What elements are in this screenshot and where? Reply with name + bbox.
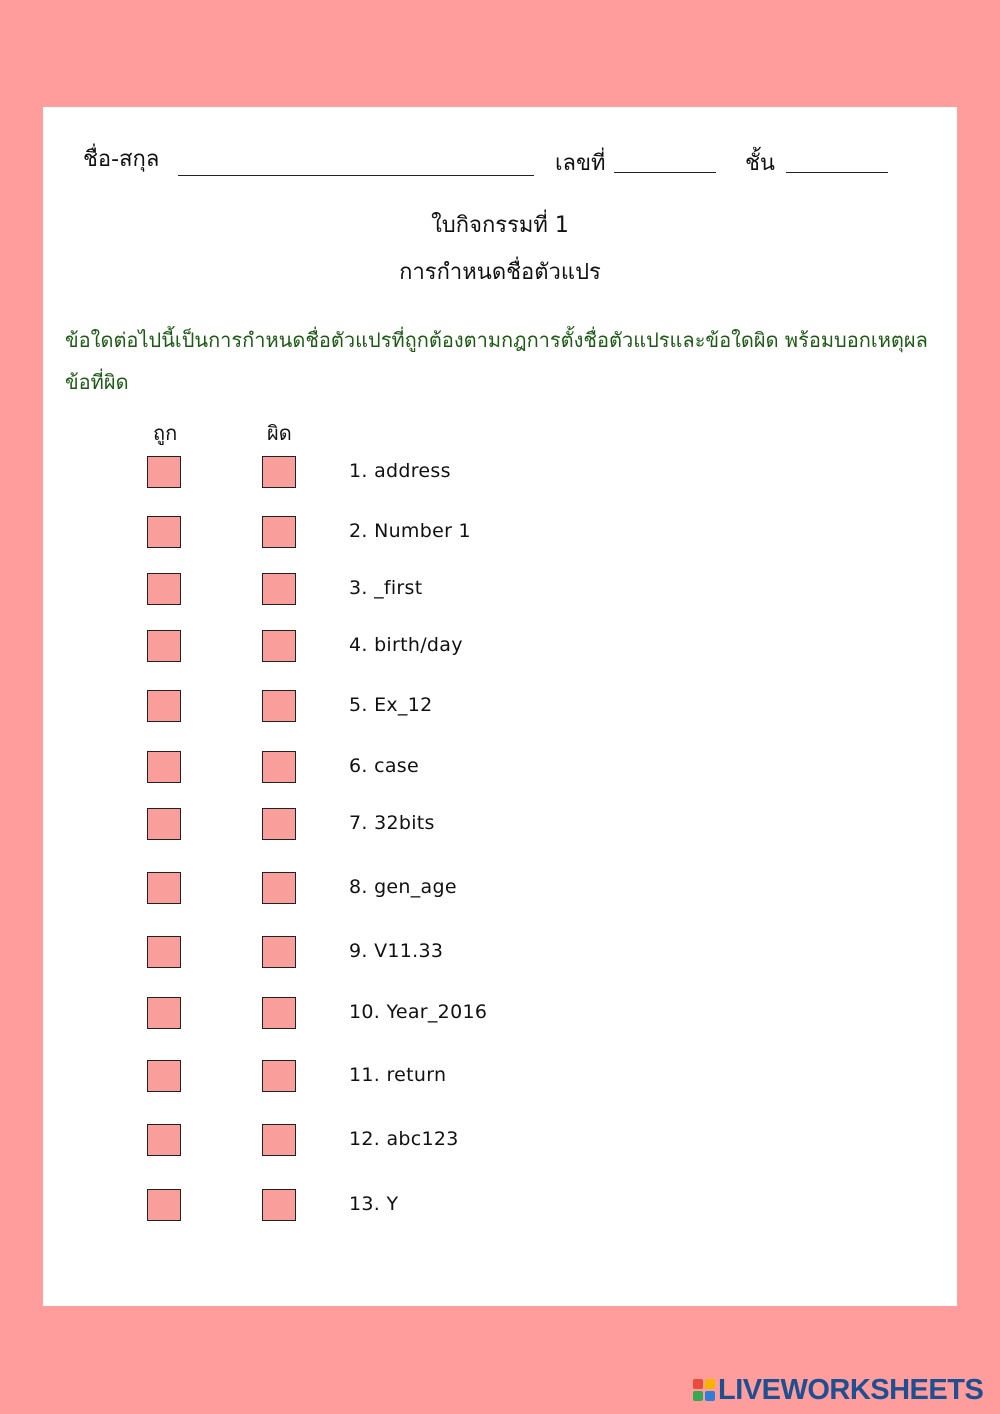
wrong-checkbox[interactable] [262,630,296,662]
item-label: 4. birth/day [349,634,463,656]
wrong-checkbox[interactable] [262,690,296,722]
wrong-checkbox[interactable] [262,1124,296,1156]
wrong-checkbox[interactable] [262,936,296,968]
correct-checkbox[interactable] [147,751,181,783]
logo-text: LIVEWORKSHEETS [718,1373,984,1406]
item-label: 11. return [349,1064,447,1086]
correct-checkbox[interactable] [147,690,181,722]
correct-checkbox[interactable] [147,997,181,1029]
correct-checkbox[interactable] [147,808,181,840]
wrong-checkbox[interactable] [262,997,296,1029]
correct-column-header: ถูก [153,421,178,445]
wrong-checkbox[interactable] [262,573,296,605]
wrong-checkbox[interactable] [262,1060,296,1092]
wrong-column-header: ผิด [267,421,292,445]
correct-checkbox[interactable] [147,936,181,968]
wrong-checkbox[interactable] [262,751,296,783]
item-label: 1. address [349,460,451,482]
item-label: 10. Year_2016 [349,1001,488,1023]
item-label: 8. gen_age [349,876,457,898]
correct-checkbox[interactable] [147,630,181,662]
worksheet [43,107,957,1306]
liveworksheets-logo [693,1375,983,1405]
logo-mark-icon [693,1379,715,1401]
item-label: 13. Y [349,1193,399,1215]
item-label: 9. V11.33 [349,940,444,962]
correct-checkbox[interactable] [147,456,181,488]
correct-checkbox[interactable] [147,1124,181,1156]
class-field-line[interactable] [786,172,888,173]
item-label: 5. Ex_12 [349,694,433,716]
instruction-text: ข้อใดต่อไปนี้เป็นการกำหนดชื่อตัวแปรที่ถูกต้องตามกฎการตั้งชื่อตัวแปรและข้อใดผิด พร้อมบอกเหตุผลข้อที่ผิด [65,328,928,394]
wrong-checkbox[interactable] [262,516,296,548]
item-label: 12. abc123 [349,1128,459,1150]
item-label: 2. Number 1 [349,520,471,542]
item-label: 6. case [349,755,419,777]
item-label: 7. 32bits [349,812,435,834]
wrong-checkbox[interactable] [262,456,296,488]
number-field-line[interactable] [614,172,716,173]
worksheet-subtitle: การกำหนดชื่อตัวแปร [399,260,601,285]
correct-checkbox[interactable] [147,516,181,548]
number-label: เลขที่ [555,151,606,176]
wrong-checkbox[interactable] [262,1189,296,1221]
correct-checkbox[interactable] [147,1189,181,1221]
worksheet-title: ใบกิจกรรมที่ 1 [431,213,569,238]
class-label: ชั้น [745,151,775,176]
wrong-checkbox[interactable] [262,808,296,840]
wrong-checkbox[interactable] [262,872,296,904]
item-label: 3. _first [349,577,423,599]
correct-checkbox[interactable] [147,1060,181,1092]
name-field-line[interactable] [178,175,534,176]
correct-checkbox[interactable] [147,573,181,605]
name-label: ชื่อ-สกุล [83,147,160,172]
correct-checkbox[interactable] [147,872,181,904]
